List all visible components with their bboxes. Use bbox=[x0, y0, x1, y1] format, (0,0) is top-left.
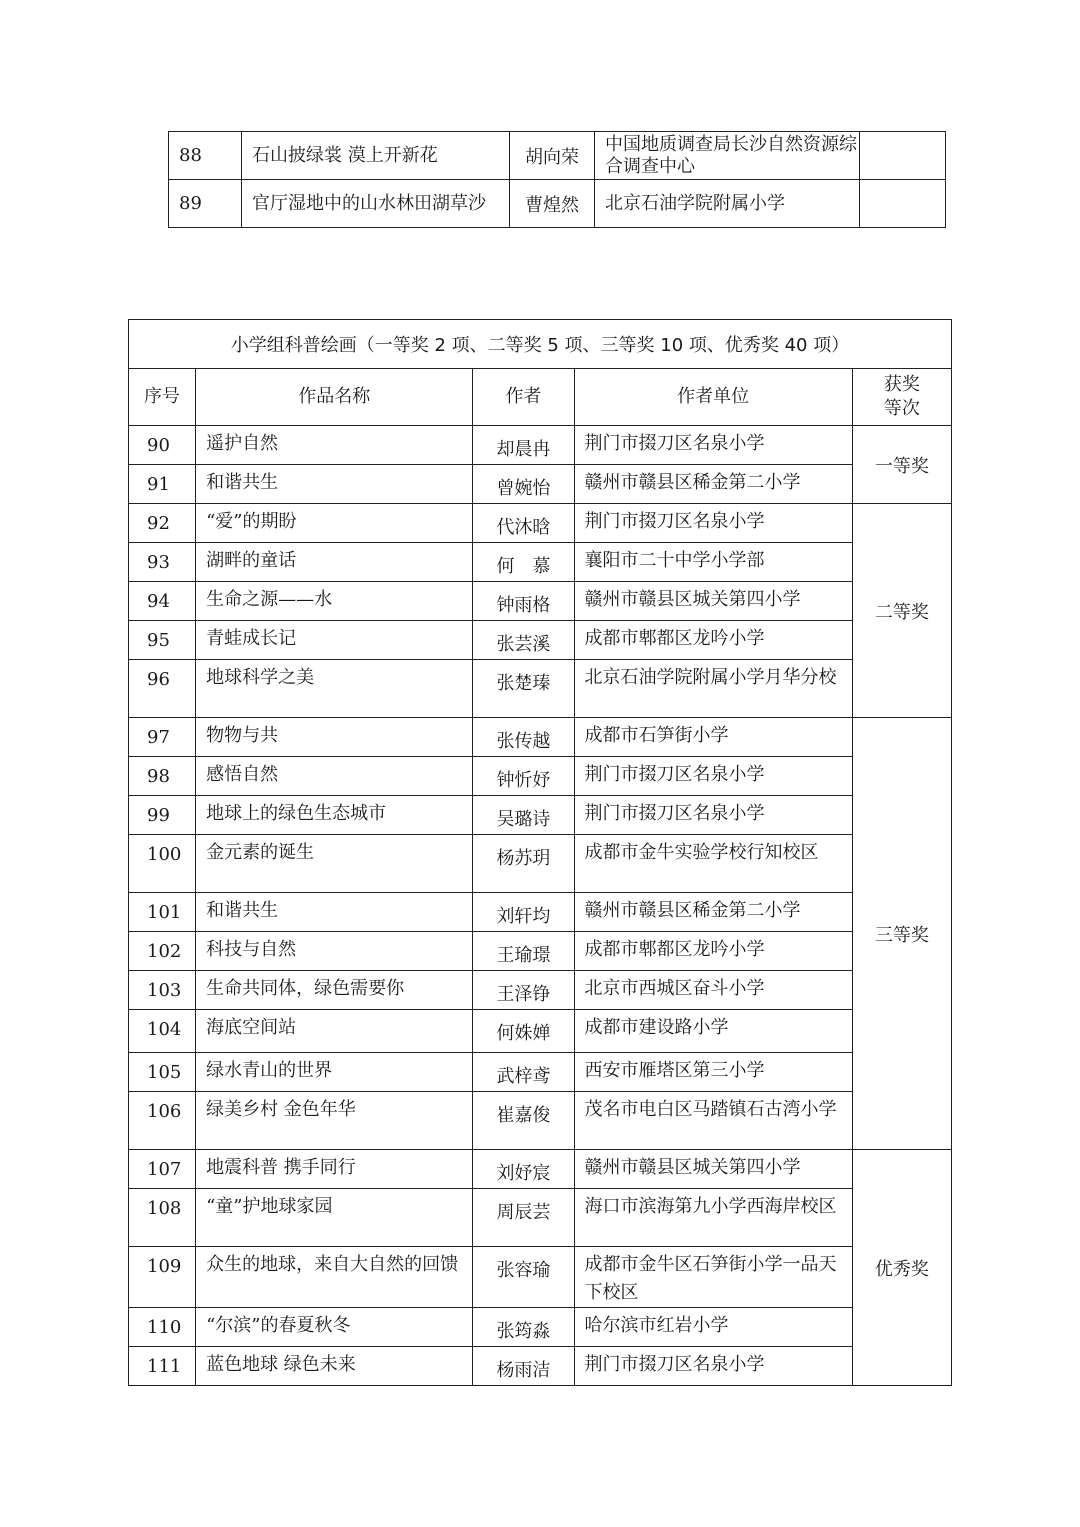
cell-no: 109 bbox=[129, 1247, 196, 1308]
cell-unit: 北京石油学院附属小学月华分校 bbox=[574, 660, 852, 718]
cell-title: 石山披绿裳 漠上开新花 bbox=[242, 132, 510, 180]
cell-unit: 茂名市电白区马踏镇石古湾小学 bbox=[574, 1092, 852, 1150]
cell-no: 99 bbox=[129, 796, 196, 835]
header-award: 获奖 等次 bbox=[852, 369, 951, 426]
cell-title: 地球科学之美 bbox=[196, 660, 473, 718]
award-level-cell: 一等奖 bbox=[852, 426, 951, 504]
cell-author: 张楚瑧 bbox=[473, 660, 574, 718]
cell-author: 杨苏玥 bbox=[473, 835, 574, 893]
cell-unit: 成都市郫都区龙吟小学 bbox=[574, 621, 852, 660]
cell-unit: 成都市建设路小学 bbox=[574, 1010, 852, 1053]
cell-title: 和谐共生 bbox=[196, 893, 473, 932]
cell-unit: 赣州市赣县区稀金第二小学 bbox=[574, 465, 852, 504]
table-row bbox=[129, 1092, 952, 1150]
cell-unit: 荆门市掇刀区名泉小学 bbox=[574, 504, 852, 543]
cell-author: 刘妤宸 bbox=[473, 1150, 574, 1189]
cell-no: 89 bbox=[169, 180, 242, 228]
continued-award-table bbox=[168, 131, 946, 228]
table-row bbox=[169, 180, 946, 228]
table-row bbox=[129, 465, 952, 504]
header-unit: 作者单位 bbox=[574, 369, 852, 426]
cell-no: 97 bbox=[129, 718, 196, 757]
cell-title: 生命之源——水 bbox=[196, 582, 473, 621]
cell-unit: 荆门市掇刀区名泉小学 bbox=[574, 426, 852, 465]
table-row bbox=[129, 1053, 952, 1092]
cell-title: 蓝色地球 绿色未来 bbox=[196, 1347, 473, 1386]
table-row bbox=[129, 1247, 952, 1308]
cell-title: 金元素的诞生 bbox=[196, 835, 473, 893]
cell-unit: 赣州市赣县区城关第四小学 bbox=[574, 582, 852, 621]
cell-author: 杨雨洁 bbox=[473, 1347, 574, 1386]
cell-no: 90 bbox=[129, 426, 196, 465]
cell-title: 海底空间站 bbox=[196, 1010, 473, 1053]
cell-title: 和谐共生 bbox=[196, 465, 473, 504]
primary-science-painting-table bbox=[128, 319, 952, 1386]
table-row bbox=[129, 1308, 952, 1347]
cell-unit: 中国地质调查局长沙自然资源综合调查中心 bbox=[595, 132, 860, 180]
cell-title: 官厅湿地中的山水林田湖草沙 bbox=[242, 180, 510, 228]
cell-author: 周辰芸 bbox=[473, 1189, 574, 1247]
cell-no: 111 bbox=[129, 1347, 196, 1386]
award-level-cell: 二等奖 bbox=[852, 504, 951, 718]
table-row bbox=[129, 1189, 952, 1247]
cell-unit: 哈尔滨市红岩小学 bbox=[574, 1308, 852, 1347]
table-row bbox=[129, 504, 952, 543]
table-row bbox=[129, 582, 952, 621]
cell-no: 102 bbox=[129, 932, 196, 971]
cell-no: 98 bbox=[129, 757, 196, 796]
cell-unit: 荆门市掇刀区名泉小学 bbox=[574, 757, 852, 796]
cell-no: 110 bbox=[129, 1308, 196, 1347]
cell-unit: 成都市郫都区龙吟小学 bbox=[574, 932, 852, 971]
cell-author: 钟雨格 bbox=[473, 582, 574, 621]
table-row bbox=[129, 1010, 952, 1053]
cell-title: 感悟自然 bbox=[196, 757, 473, 796]
table-row bbox=[129, 660, 952, 718]
cell-unit: 荆门市掇刀区名泉小学 bbox=[574, 796, 852, 835]
cell-unit: 成都市金牛区石笋街小学一品天下校区 bbox=[574, 1247, 852, 1308]
cell-no: 101 bbox=[129, 893, 196, 932]
cell-award bbox=[860, 132, 946, 180]
cell-no: 105 bbox=[129, 1053, 196, 1092]
table-row bbox=[129, 426, 952, 465]
table-row bbox=[129, 543, 952, 582]
cell-title: 生命共同体，绿色需要你 bbox=[196, 971, 473, 1010]
cell-no: 93 bbox=[129, 543, 196, 582]
cell-title: 地震科普 携手同行 bbox=[196, 1150, 473, 1189]
cell-unit: 赣州市赣县区城关第四小学 bbox=[574, 1150, 852, 1189]
cell-unit: 襄阳市二十中学小学部 bbox=[574, 543, 852, 582]
header-author: 作者 bbox=[473, 369, 574, 426]
table-header-row bbox=[129, 369, 952, 426]
cell-author: 王瑜璟 bbox=[473, 932, 574, 971]
table-row bbox=[129, 718, 952, 757]
cell-author: 武梓鸢 bbox=[473, 1053, 574, 1092]
cell-title: “童”护地球家园 bbox=[196, 1189, 473, 1247]
cell-unit: 海口市滨海第九小学西海岸校区 bbox=[574, 1189, 852, 1247]
cell-no: 100 bbox=[129, 835, 196, 893]
table-row bbox=[129, 621, 952, 660]
cell-author: 曹煌然 bbox=[510, 180, 595, 228]
cell-no: 104 bbox=[129, 1010, 196, 1053]
cell-no: 96 bbox=[129, 660, 196, 718]
cell-no: 95 bbox=[129, 621, 196, 660]
cell-title: 绿美乡村 金色年华 bbox=[196, 1092, 473, 1150]
cell-no: 106 bbox=[129, 1092, 196, 1150]
cell-title: 地球上的绿色生态城市 bbox=[196, 796, 473, 835]
cell-author: 崔嘉俊 bbox=[473, 1092, 574, 1150]
award-level-cell: 优秀奖 bbox=[852, 1150, 951, 1386]
cell-title: 科技与自然 bbox=[196, 932, 473, 971]
cell-no: 88 bbox=[169, 132, 242, 180]
header-no: 序号 bbox=[129, 369, 196, 426]
cell-no: 91 bbox=[129, 465, 196, 504]
table-row bbox=[129, 932, 952, 971]
table-row bbox=[129, 971, 952, 1010]
cell-no: 92 bbox=[129, 504, 196, 543]
cell-author: 钟忻妤 bbox=[473, 757, 574, 796]
cell-author: 王泽铮 bbox=[473, 971, 574, 1010]
table-row bbox=[129, 835, 952, 893]
cell-author: 代沐晗 bbox=[473, 504, 574, 543]
header-title: 作品名称 bbox=[196, 369, 473, 426]
cell-title: 众生的地球，来自大自然的回馈 bbox=[196, 1247, 473, 1308]
cell-no: 94 bbox=[129, 582, 196, 621]
cell-title: 湖畔的童话 bbox=[196, 543, 473, 582]
cell-author: 曾婉怡 bbox=[473, 465, 574, 504]
table-row bbox=[169, 132, 946, 180]
cell-author: 却晨冉 bbox=[473, 426, 574, 465]
award-level-cell: 三等奖 bbox=[852, 718, 951, 1150]
cell-title: 绿水青山的世界 bbox=[196, 1053, 473, 1092]
cell-unit: 成都市石笋街小学 bbox=[574, 718, 852, 757]
cell-title: 物物与共 bbox=[196, 718, 473, 757]
table-row bbox=[129, 757, 952, 796]
cell-no: 103 bbox=[129, 971, 196, 1010]
cell-author: 胡向荣 bbox=[510, 132, 595, 180]
cell-author: 刘轩均 bbox=[473, 893, 574, 932]
cell-author: 张容瑜 bbox=[473, 1247, 574, 1308]
cell-author: 张芸溪 bbox=[473, 621, 574, 660]
cell-author: 吴璐诗 bbox=[473, 796, 574, 835]
cell-unit: 西安市雁塔区第三小学 bbox=[574, 1053, 852, 1092]
cell-unit: 北京市西城区奋斗小学 bbox=[574, 971, 852, 1010]
cell-author: 张传越 bbox=[473, 718, 574, 757]
cell-unit: 赣州市赣县区稀金第二小学 bbox=[574, 893, 852, 932]
cell-title: 遥护自然 bbox=[196, 426, 473, 465]
table-row bbox=[129, 1150, 952, 1189]
cell-author: 何姝婵 bbox=[473, 1010, 574, 1053]
cell-unit: 北京石油学院附属小学 bbox=[595, 180, 860, 228]
cell-unit: 成都市金牛实验学校行知校区 bbox=[574, 835, 852, 893]
cell-author: 张筠淼 bbox=[473, 1308, 574, 1347]
cell-author: 何 慕 bbox=[473, 543, 574, 582]
table-row bbox=[129, 893, 952, 932]
cell-no: 108 bbox=[129, 1189, 196, 1247]
cell-title: “爱”的期盼 bbox=[196, 504, 473, 543]
cell-title: 青蛙成长记 bbox=[196, 621, 473, 660]
table-caption: 小学组科普绘画（一等奖 2 项、二等奖 5 项、三等奖 10 项、优秀奖 40 项） bbox=[129, 320, 952, 369]
cell-award bbox=[860, 180, 946, 228]
cell-no: 107 bbox=[129, 1150, 196, 1189]
cell-title: “尔滨”的春夏秋冬 bbox=[196, 1308, 473, 1347]
cell-unit: 荆门市掇刀区名泉小学 bbox=[574, 1347, 852, 1386]
table-row bbox=[129, 796, 952, 835]
table-row bbox=[129, 1347, 952, 1386]
